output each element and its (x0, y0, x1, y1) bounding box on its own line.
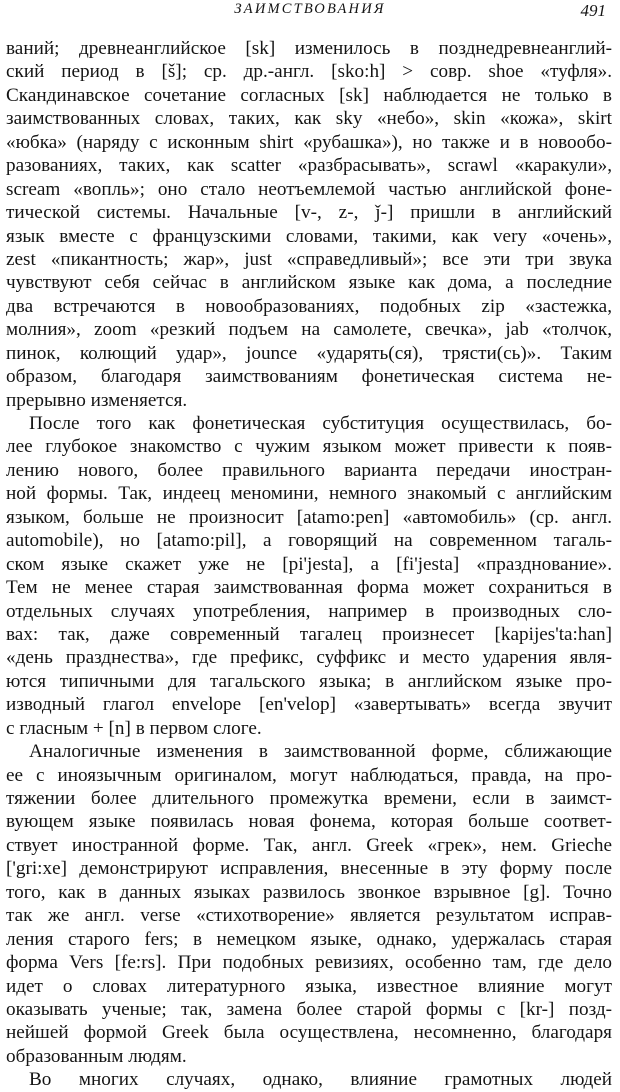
text-line: так же англ. verse «стихотворение» является результатом исправ- (6, 905, 612, 927)
text-line: тической системы. Начальные [v-, z-, ǰ-] пришли в английский (6, 202, 612, 224)
paragraph-2 (6, 412, 612, 740)
running-head (0, 0, 620, 30)
text-line: ['gri:xe] демонстрируют исправления, внесенные в эту форму после (6, 858, 612, 880)
text-line: вах: так, даже современный тагалец произнесет [kapijes'ta:han] (6, 623, 612, 645)
text-line: ском языке скажет уже не [pi'jesta], а [fi'jesta] «празднование». (6, 553, 612, 575)
text-line: вующем языке появилась новая фонема, которая больше соответ- (6, 811, 612, 833)
text-line: ной формы. Так, индеец меномини, немного знакомый с английским (6, 483, 612, 505)
text-line: Аналогичные изменения в заимствованной форме, сближающие (29, 741, 612, 763)
text-line: форма Vers [fe:rs]. При подобных ревизиях, особенно там, где дело (6, 952, 612, 974)
text-line: После того как фонетическая субституция осуществилась, бо- (29, 413, 612, 434)
body-text (6, 37, 612, 1092)
text-line: нейшей формой Greek была осуществлена, несомненно, благодаря (6, 1022, 612, 1044)
text-line: Во многих случаях, однако, влияние грамотных людей (29, 1069, 612, 1091)
page-number: 491 (580, 1, 606, 20)
paragraph-3 (6, 740, 612, 1068)
text-line: лее глубокое знакомство с чужим языком может привести к появ- (6, 436, 612, 458)
paragraph-4 (6, 1068, 612, 1091)
text-line: того, как в данных языках развилось звонкое взрывное [g]. Точно (6, 881, 612, 903)
text-line: scream «вопль»; оно стало неотъемлемой частью английской фоне- (6, 178, 612, 200)
text-line: ский период в [š]; ср. др.-англ. [sko:h] > совр. shoe «туфля». (6, 61, 612, 83)
text-line: изводный глагол envelope [en'velop] «завертывать» всегда звучит (6, 694, 612, 716)
text-line: лению нового, более правильного варианта передачи иностран- (6, 459, 612, 481)
text-line: пинок, колющий удар», jounce «ударять(ся), трясти(сь)». Таким (6, 342, 612, 364)
text-line: ления старого fers; в немецком языке, однако, удержалась старая (6, 928, 612, 950)
text-line: идет о словах литературного языка, известное влияние могут (6, 975, 612, 997)
text-line: язык вместе с французскими словами, такими, как very «очень», (6, 225, 612, 247)
running-title: ЗАИМСТВОВАНИЯ (234, 1, 386, 17)
text-line: ются типичными для тагальского языка; в английском языке про- (6, 670, 612, 692)
text-line: образованным людям. (6, 1045, 187, 1067)
text-line: разованиях, таких, как scatter «разбрасывать», scrawl «каракули», (6, 155, 612, 177)
text-line: ее с иноязычным оригиналом, могут наблюдаться, правда, на про- (6, 764, 612, 786)
text-line: «день празднества», где префикс, суффикс и место ударения явля- (6, 647, 612, 669)
text-line: отдельных случаях употребления, например в производных сло- (6, 600, 612, 622)
text-line: чувствуют себя сейчас в английском языке как дома, а последние (6, 272, 612, 294)
text-line: образом, благодаря заимствованиям фонетическая система не- (6, 366, 612, 388)
text-line: прерывно изменяется. (6, 389, 188, 411)
text-line: тяжении более длительного промежутка времени, если в заимст- (6, 788, 612, 809)
text-line: Тем не менее старая заимствованная форма может сохраниться в (6, 577, 612, 599)
text-line: два встречаются в новообразованиях, подобных zip «застежка, (6, 295, 612, 317)
text-line: automobile), но [atamo:pil], а говорящий на современном тагаль- (6, 530, 612, 552)
text-line: заимствованных словах, таких, как sky «небо», skin «кожа», skirt (6, 108, 612, 130)
text-line: zest «пикантность; жар», just «справедливый»; все эти три звука (6, 248, 612, 270)
text-line: с гласным + [n] в первом слоге. (6, 717, 262, 739)
text-line: языком, больше не произносит [atamo:pen] «автомобиль» (ср. англ. (6, 506, 612, 528)
text-line: «юбка» (наряду с исконным shirt «рубашка»), но также и в новообо- (6, 131, 612, 153)
text-line: оказывать ученые; так, замена более старой формы с [kr-] позд- (6, 998, 612, 1020)
text-line: молния», zoom «резкий подъем на самолете, свечка», jab «толчок, (6, 319, 612, 341)
text-line: ваний; древнеанглийское [sk] изменилось в позднедревнеанглий- (6, 38, 612, 59)
text-line: Скандинавское сочетание согласных [sk] наблюдается не только в (6, 84, 612, 106)
text-line: ствует иностранной форме. Так, англ. Greek «грек», нем. Grieche (6, 834, 612, 856)
paragraph-1 (6, 37, 612, 412)
